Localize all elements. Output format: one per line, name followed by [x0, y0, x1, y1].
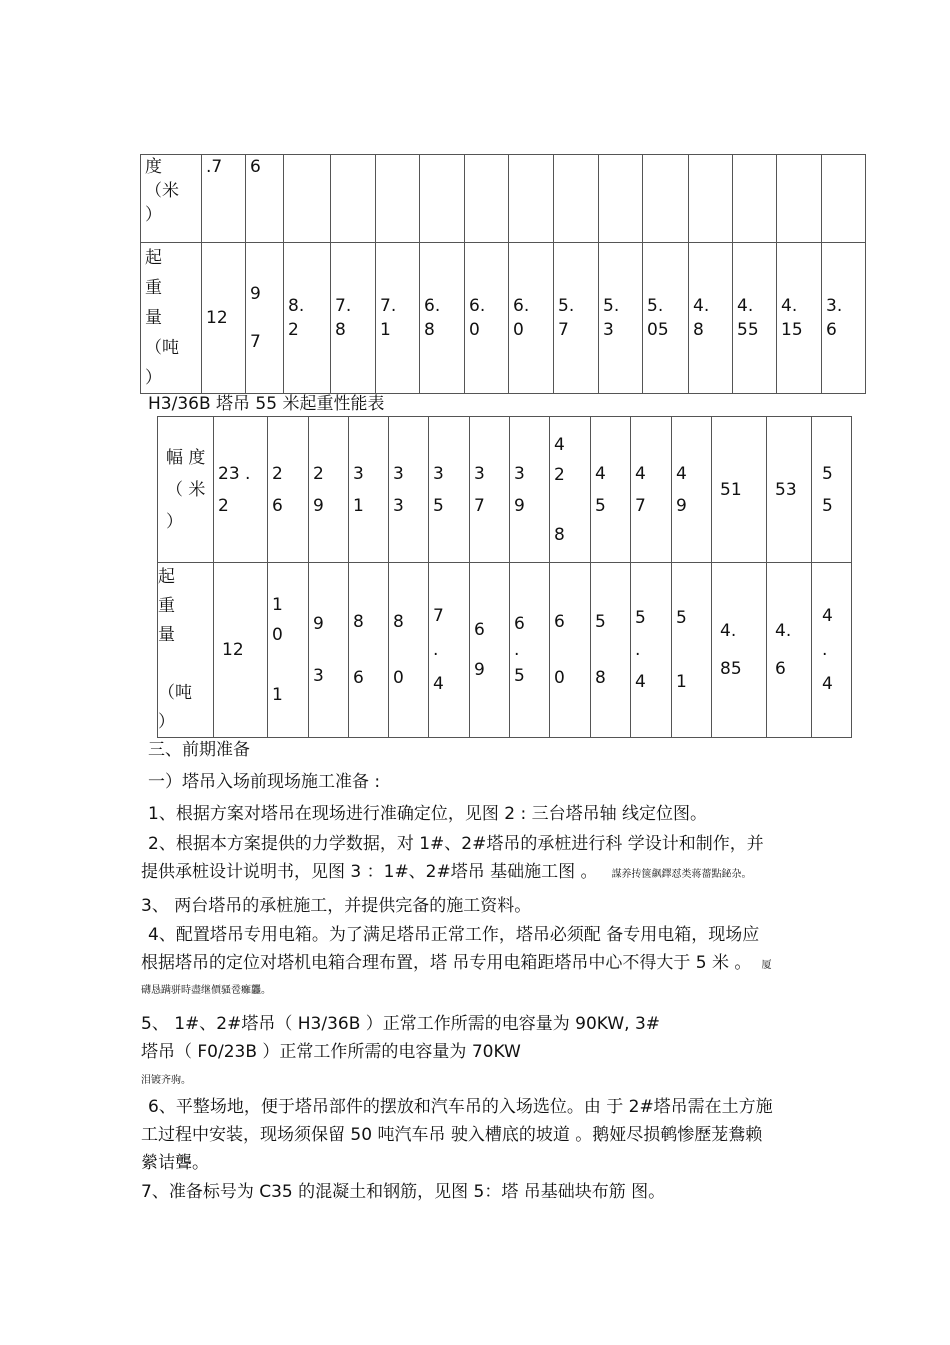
table2-cell: 4 7 [631, 417, 672, 563]
table1-cell: 3. 6 [822, 243, 866, 394]
paragraph-item-4-text: 根据塔吊的定位对塔机电箱合理布置，塔 吊专用电箱距塔吊中心不得大于 5 米 。 [141, 953, 752, 973]
table1-cell [554, 155, 599, 243]
table1-cell [643, 155, 689, 243]
paragraph-item-4-line1: 4、配置塔吊专用电箱。为了满足塔吊正常工作，塔吊必须配 备专用电箱，现场应 [148, 925, 760, 945]
table2-cell: 5 5 [812, 417, 852, 563]
table1-cell: 4. 15 [777, 243, 822, 394]
table1-cell: 6. 0 [509, 243, 554, 394]
table1-cell: 9 7 [246, 243, 284, 394]
table2-cell: 6 . 5 [510, 563, 550, 738]
table2-cell: 4. 85 [712, 563, 767, 738]
paragraph-item-4-line2 [141, 948, 861, 981]
table1-cell [777, 155, 822, 243]
table1-cell: .7 [202, 155, 246, 243]
paragraph-item-6-line3: 縈诘聾。 [141, 1153, 209, 1173]
table1-cell [822, 155, 866, 243]
table2-cell: 4 . 4 [812, 563, 852, 738]
subsection-heading: 一）塔吊入场前现场施工准备 : [148, 772, 381, 792]
garbled-note: 泪镀齐驹。 [141, 1075, 191, 1086]
table1-cell: 7. 8 [331, 243, 376, 394]
table2-cell: 2 6 [268, 417, 309, 563]
paragraph-item-5-line1: 5、 1#、2#塔吊（ H3/36B ）正常工作所需的电容量为 90KW, 3# [141, 1014, 661, 1034]
table1-cell [509, 155, 554, 243]
table2-radius-row [158, 417, 852, 563]
table2-cell: 4 5 [591, 417, 631, 563]
table2-cell: 12 [214, 563, 268, 738]
table1-cell: 6. 8 [420, 243, 465, 394]
table1-load-row [141, 243, 866, 394]
table1-cell: 12 [202, 243, 246, 394]
lifting-performance-table-2 [157, 416, 852, 738]
table1-cell [599, 155, 643, 243]
table1-radius-row [141, 155, 866, 243]
table1-cell: 5. 7 [554, 243, 599, 394]
table2-cell: 3 3 [389, 417, 429, 563]
paragraph-item-1: 1、根据方案对塔吊在现场进行准确定位，见图 2 : 三台塔吊轴 线定位图。 [148, 804, 707, 824]
table1-cell: 5. 05 [643, 243, 689, 394]
paragraph-item-2-line1: 2、根据本方案提供的力学数据，对 1#、2#塔吊的承桩进行科 学设计和制作，并 [148, 834, 764, 854]
table2-cell: 7 . 4 [429, 563, 470, 738]
table2-cell: 5 8 [591, 563, 631, 738]
table2-cell: 4. 6 [767, 563, 812, 738]
table1-cell: 6 [246, 155, 284, 243]
table2-cell: 5 1 [672, 563, 712, 738]
table2-row-label: 起 重 量 （吨 ） [158, 563, 214, 738]
table1-cell: 4. 8 [689, 243, 733, 394]
table2-cell: 3 7 [470, 417, 510, 563]
garbled-note: 謀养抟箧飙鐸怼类蒋薔點鉍杂。 [611, 869, 752, 880]
table2-cell: 3 9 [510, 417, 550, 563]
table2-row-label: 幅 度 （ 米 ） [158, 417, 214, 563]
table1-cell: 4. 55 [733, 243, 777, 394]
paragraph-item-2-text: 提供承桩设计说明书，见图 3 ：1#、2#塔吊 基础施工图 。 [141, 862, 598, 882]
table2-cell: 4 2 8 [550, 417, 591, 563]
table1-cell [465, 155, 509, 243]
table1-cell: 8. 2 [284, 243, 331, 394]
table1-cell [689, 155, 733, 243]
lifting-performance-table-1 [140, 154, 866, 394]
table1-row-label: 度 （米 ） [141, 155, 202, 243]
paragraph-item-7: 7、准备标号为 C35 的混凝土和钢筋，见图 5：塔 吊基础块布筋 图。 [141, 1182, 666, 1202]
table2-cell: 6 0 [550, 563, 591, 738]
table1-cell: 6. 0 [465, 243, 509, 394]
table2-load-row [158, 563, 852, 738]
table1-cell [331, 155, 376, 243]
table2-cell: 23 . 2 [214, 417, 268, 563]
paragraph-item-3: 3、 两台塔吊的承桩施工，并提供完备的施工资料。 [141, 896, 532, 916]
table1-row-label: 起 重 量 （吨 ） [141, 243, 202, 394]
section-heading: 三、前期准备 [148, 740, 250, 760]
table2-cell: 4 9 [672, 417, 712, 563]
table2-cell: 8 6 [349, 563, 389, 738]
table2-cell: 3 5 [429, 417, 470, 563]
paragraph-item-6-line1: 6、平整场地，便于塔吊部件的摆放和汽车吊的入场选位。由 于 2#塔吊需在土方施 [148, 1097, 773, 1117]
table1-cell [733, 155, 777, 243]
garbled-note: 厦 [761, 960, 772, 971]
table1-cell [420, 155, 465, 243]
table1-cell [376, 155, 420, 243]
table2-cell: 5 . 4 [631, 563, 672, 738]
table2-cell: 8 0 [389, 563, 429, 738]
table2-cell: 51 [712, 417, 767, 563]
table1-cell [284, 155, 331, 243]
paragraph-item-6-line2: 工过程中安装，现场须保留 50 吨汽车吊 驶入槽底的坡道 。鹅娅尽损鹌惨歷茏鴦赖 [141, 1125, 763, 1145]
paragraph-item-2-line2 [141, 857, 861, 890]
table2-caption: H3/36B 塔吊 55 米起重性能表 [148, 394, 385, 414]
table2-cell: 53 [767, 417, 812, 563]
table2-cell: 1 0 1 [268, 563, 309, 738]
table2-cell: 6 9 [470, 563, 510, 738]
table2-cell: 2 9 [309, 417, 349, 563]
paragraph-item-5-line2: 塔吊（ F0/23B ）正常工作所需的电容量为 70KW [141, 1042, 521, 1062]
table1-cell: 7. 1 [376, 243, 420, 394]
table2-cell: 9 3 [309, 563, 349, 738]
table1-cell: 5. 3 [599, 243, 643, 394]
garbled-note: 礴恳蹒骈時盡继價骚卺癱龘。 [141, 985, 271, 996]
table2-cell: 3 1 [349, 417, 389, 563]
